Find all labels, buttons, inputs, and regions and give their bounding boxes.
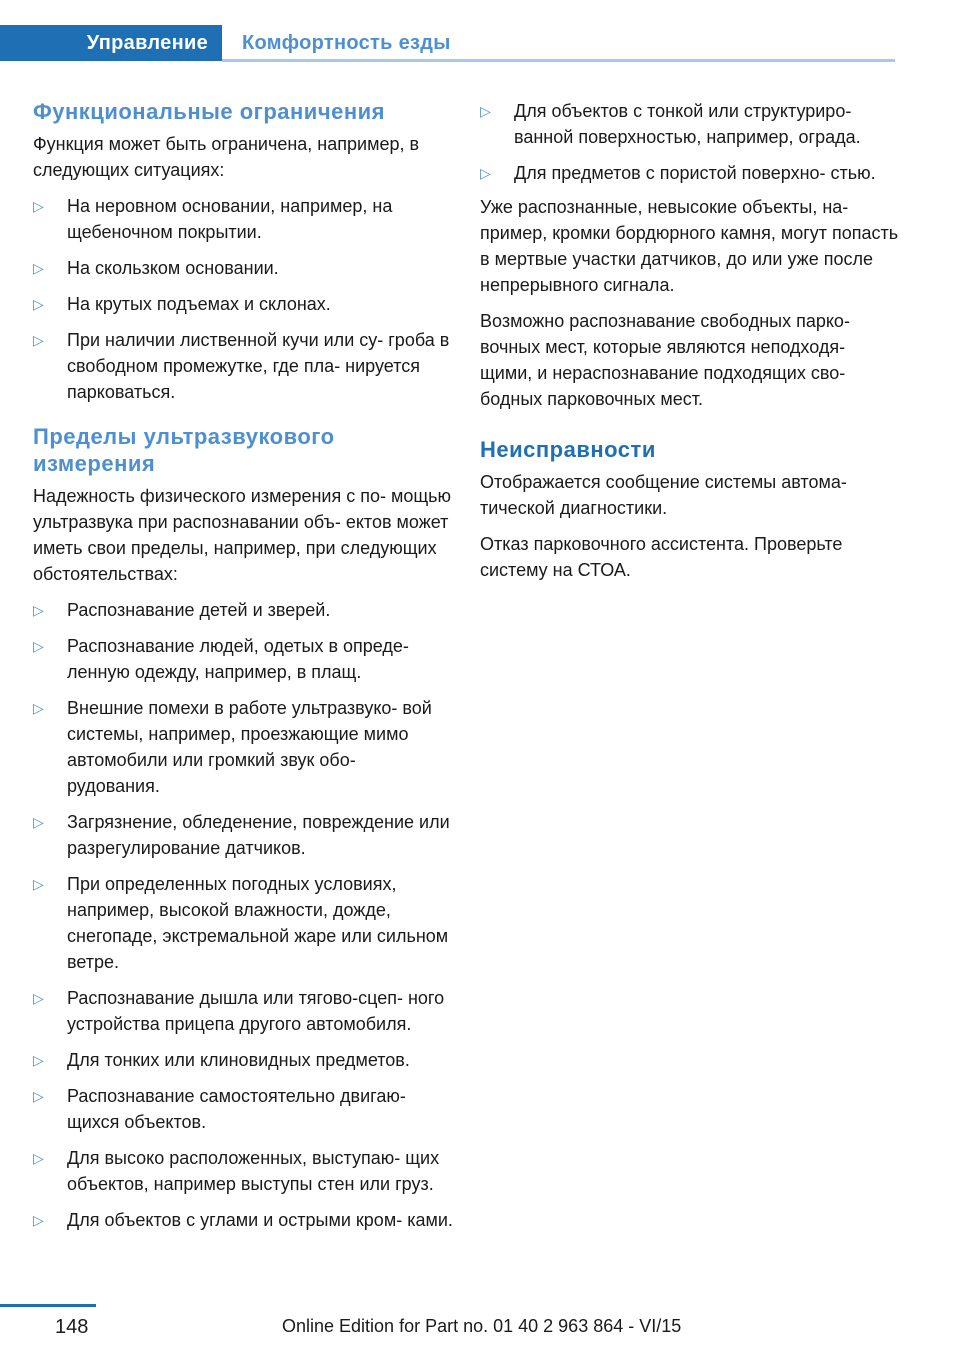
list-item: ▷ Загрязнение, обледенение, повреждение или разрегулирование датчиков.	[33, 809, 453, 861]
list-item: ▷ Внешние помехи в работе ультразвуко‐ вой системы, например, проезжающие мимо автомобили или громкий звук обо‐ рудования.	[33, 695, 453, 799]
bullet-triangle-icon: ▷	[480, 165, 491, 181]
list-item: ▷ Для объектов с углами и острыми кром‐ ками.	[33, 1207, 453, 1233]
section-tab-active[interactable]: Управление	[0, 25, 222, 61]
bullet-triangle-icon: ▷	[33, 638, 44, 654]
bullet-triangle-icon: ▷	[480, 103, 491, 119]
page-header	[0, 0, 960, 62]
bullet-triangle-icon: ▷	[33, 1212, 44, 1228]
bullet-triangle-icon: ▷	[33, 814, 44, 830]
bullet-triangle-icon: ▷	[33, 876, 44, 892]
list-item: ▷ При наличии лиственной кучи или су‐ гроба в свободном промежутке, где пла‐ нируется парковаться.	[33, 327, 453, 405]
list-item: ▷ Для объектов с тонкой или структуриро‐ ванной поверхностью, например, ограда.	[480, 98, 900, 150]
list-item: ▷ Распознавание людей, одетых в опреде‐ ленную одежду, например, в плащ.	[33, 633, 453, 685]
bullet-triangle-icon: ▷	[33, 260, 44, 276]
bullet-triangle-icon: ▷	[33, 198, 44, 214]
list-item: ▷ Для тонких или клиновидных предметов.	[33, 1047, 453, 1073]
header-divider	[222, 59, 895, 62]
bullet-triangle-icon: ▷	[33, 332, 44, 348]
paragraph-parking-spaces: Возможно распознавание свободных парко‐ вочных мест, которые являются неподходя‐ щими, и нераспознавание подходящих сво‐ бодных парковочных мест.	[480, 311, 850, 409]
list-item: ▷ На крутых подъемах и склонах.	[33, 291, 453, 317]
continued-list	[480, 98, 900, 186]
section-title-ultrasonic-limits: Пределы ультразвукового измерения	[33, 424, 335, 476]
right-column	[480, 98, 900, 593]
malfunction-paragraph: Отказ парковочного ассистента. Проверьте систему на СТОА.	[480, 534, 843, 580]
bullet-triangle-icon: ▷	[33, 1150, 44, 1166]
list-item: ▷ Распознавание самостоятельно двигаю‐ щихся объектов.	[33, 1083, 453, 1135]
section-tab-inactive[interactable]: Комфортность езды	[242, 31, 451, 54]
bullet-triangle-icon: ▷	[33, 700, 44, 716]
footer-accent-line	[0, 1304, 96, 1307]
ultrasonic-list	[33, 597, 453, 1233]
list-item: ▷ На скользком основании.	[33, 255, 453, 281]
edition-label: Online Edition for Part no. 01 40 2 963 864 - VI/15	[282, 1316, 682, 1336]
bullet-triangle-icon: ▷	[33, 602, 44, 618]
bullet-triangle-icon: ▷	[33, 990, 44, 1006]
left-column	[33, 98, 453, 1251]
list-item: ▷ При определенных погодных условиях, например, высокой влажности, дожде, снегопаде, экстремальной жаре или сильном ветре.	[33, 871, 453, 975]
bullet-triangle-icon: ▷	[33, 1052, 44, 1068]
section-title-limitations: Функциональные ограничения	[33, 99, 385, 124]
list-item: ▷ Распознавание детей и зверей.	[33, 597, 453, 623]
list-item: ▷ На неровном основании, например, на щебеночном покрытии.	[33, 193, 453, 245]
list-item: ▷ Распознавание дышла или тягово-сцеп‐ ного устройства прицепа другого автомобиля.	[33, 985, 453, 1037]
page-number: 148	[55, 1316, 89, 1338]
bullet-triangle-icon: ▷	[33, 1088, 44, 1104]
bullet-triangle-icon: ▷	[33, 296, 44, 312]
limitations-list	[33, 193, 453, 405]
ultrasonic-intro: Надежность физического измерения с по‐ мощью ультразвука при распознавании объ‐ ектов может иметь свои пределы, например, при следующих обстоятельствах:	[33, 486, 452, 584]
limitations-intro: Функция может быть ограничена, например, в следующих ситуациях:	[33, 134, 420, 180]
list-item: ▷ Для предметов с пористой поверхно‐ стью.	[480, 160, 900, 186]
paragraph-blind-spots: Уже распознанные, невысокие объекты, на‐ пример, кромки бордюрного камня, могут попасть в мертвые участки датчиков, до или уже после непрерывного сигнала.	[480, 197, 899, 295]
section-title-malfunctions: Неисправности	[480, 437, 656, 462]
list-item: ▷ Для высоко расположенных, выступаю‐ щих объектов, например выступы стен или груз.	[33, 1145, 453, 1197]
malfunction-paragraph: Отображается сообщение системы автома‐ тической диагностики.	[480, 472, 847, 518]
